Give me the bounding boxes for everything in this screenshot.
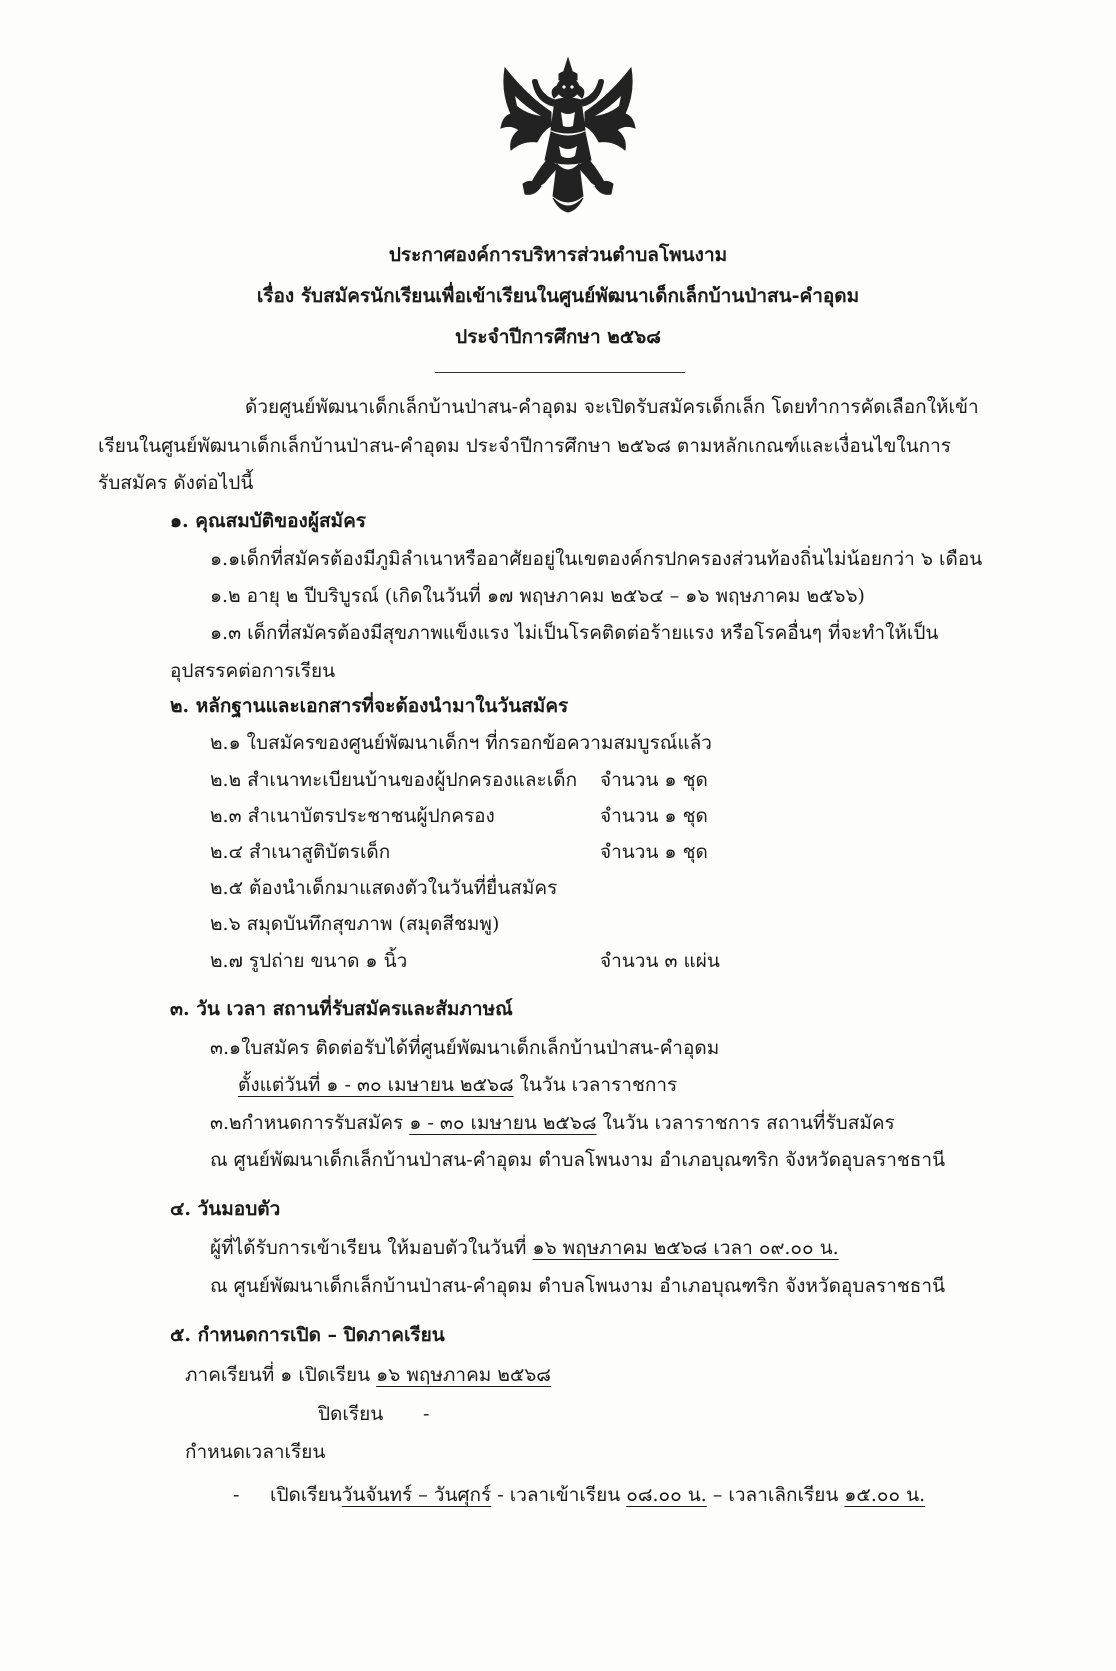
section2-item-label: ๒.๒ สำเนาทะเบียนบ้านของผู้ปกครองและเด็ก xyxy=(210,769,578,791)
section2-item-label: ๒.๗ รูปถ่าย ขนาด ๑ นิ้ว xyxy=(210,950,408,972)
title-line-1: ประกาศองค์การบริหารส่วนตำบลโพนงาม xyxy=(388,244,728,266)
section2-item-amount: จำนวน ๓ แผ่น xyxy=(600,950,720,972)
section1-item3-line1: ๑.๓ เด็กที่สมัครต้องมีสุขภาพแข็งแรง ไม่เป็นโรคติดต่อร้ายแรง หรือโรคอื่นๆ ที่จะทำให้เป็น xyxy=(210,622,939,644)
section2-item-amount: จำนวน ๑ ชุด xyxy=(600,805,708,827)
section2-item-amount: จำนวน ๑ ชุด xyxy=(600,769,708,791)
title-line-3: ประจำปีการศึกษา ๒๕๖๘ xyxy=(455,326,661,348)
intro-line-1: ด้วยศูนย์พัฒนาเด็กเล็กบ้านป่าสน-คำอุดม จะเปิดรับสมัครเด็กเล็ก โดยทำการคัดเลือกให้เข้า xyxy=(245,396,979,418)
section2-item-label: ๒.๖ สมุดบันทึกสุขภาพ (สมุดสีชมพู) xyxy=(210,913,500,935)
section5-heading: ๕. กำหนดการเปิด – ปิดภาคเรียน xyxy=(170,1324,445,1346)
section5-end-time: ๑๕.๐๐ น. xyxy=(844,1484,926,1506)
section4-line2: ณ ศูนย์พัฒนาเด็กเล็กบ้านป่าสน-คำอุดม ตำบลโพนงาม อำเภอบุณฑริก จังหวัดอุบลราชธานี xyxy=(210,1275,946,1297)
garuda-emblem-icon xyxy=(497,56,639,216)
section4-line1-date: ๑๖ พฤษภาคม ๒๕๖๘ เวลา ๐๙.๐๐ น. xyxy=(532,1237,839,1259)
section1-item2: ๑.๒ อายุ ๒ ปีบริบูรณ์ (เกิดในวันที่ ๑๗ พฤษภาคม ๒๕๖๔ – ๑๖ พฤษภาคม ๒๕๖๖) xyxy=(210,585,865,607)
section1-item3-line2: อุปสรรคต่อการเรียน xyxy=(170,660,336,682)
section5-start-label: - เวลาเข้าเรียน xyxy=(497,1484,621,1506)
section3-item1-line1: ๓.๑ใบสมัคร ติดต่อรับได้ที่ศูนย์พัฒนาเด็กเล็กบ้านป่าสน-คำอุดม xyxy=(210,1037,720,1059)
section3-heading: ๓. วัน เวลา สถานที่รับสมัครและสัมภาษณ์ xyxy=(170,998,513,1020)
section1-item1: ๑.๑เด็กที่สมัครต้องมีภูมิลำเนาหรืออาศัยอยู่ในเขตองค์กรปกครองส่วนท้องถิ่นไม่น้อยกว่า ๖ เดือน xyxy=(210,548,983,570)
section2-item-label: ๒.๑ ใบสมัครของศูนย์พัฒนาเด็กฯ ที่กรอกข้อความสมบูรณ์แล้ว xyxy=(210,732,712,754)
section3-item2-date: ๑ - ๓๐ เมษายน ๒๕๖๘ xyxy=(409,1112,597,1134)
section4-line1-prefix: ผู้ที่ได้รับการเข้าเรียน ให้มอบตัวในวันที่ xyxy=(210,1237,527,1259)
section5-schedule-label: กำหนดเวลาเรียน xyxy=(185,1441,326,1463)
intro-line-2: เรียนในศูนย์พัฒนาเด็กเล็กบ้านป่าสน-คำอุดม ประจำปีการศึกษา ๒๕๖๘ ตามหลักเกณฑ์และเงื่อนไขในการ xyxy=(98,435,951,457)
title-line-2: เรื่อง รับสมัครนักเรียนเพื่อเข้าเรียนในศูนย์พัฒนาเด็กเล็กบ้านป่าสน-คำอุดม xyxy=(256,285,860,307)
section3-item1-date: ตั้งแต่วันที่ ๑ - ๓๐ เมษายน ๒๕๖๘ xyxy=(238,1074,514,1096)
section2-item-label: ๒.๕ ต้องนำเด็กมาแสดงตัวในวันที่ยื่นสมัคร xyxy=(210,877,558,899)
section5-term-close-value: - xyxy=(423,1403,430,1425)
section2-item-label: ๒.๔ สำเนาสูติบัตรเด็ก xyxy=(210,841,391,863)
section5-term-prefix: ภาคเรียนที่ ๑ เปิดเรียน xyxy=(185,1364,371,1386)
section5-term-line xyxy=(185,1362,551,1388)
section5-term-close-label: ปิดเรียน xyxy=(318,1403,384,1425)
section2-item-amount: จำนวน ๑ ชุด xyxy=(600,841,708,863)
section5-start-time: ๐๘.๐๐ น. xyxy=(626,1484,707,1506)
section5-end-label: – เวลาเลิกเรียน xyxy=(712,1484,839,1506)
section3-item2-prefix: ๓.๒กำหนดการรับสมัคร xyxy=(210,1112,404,1134)
section3-item2-line1 xyxy=(210,1110,895,1136)
section1-heading: ๑. คุณสมบัติของผู้สมัคร xyxy=(170,510,366,532)
section3-item1-line2 xyxy=(238,1072,677,1098)
section5-open-prefix: เปิดเรียน xyxy=(270,1484,342,1506)
section2-heading: ๒. หลักฐานและเอกสารที่จะต้องนำมาในวันสมัคร xyxy=(170,695,569,717)
section5-term-open: ๑๖ พฤษภาคม ๒๕๖๘ xyxy=(376,1364,551,1386)
section5-schedule-line xyxy=(270,1482,925,1508)
section3-item2-place: ณ ศูนย์พัฒนาเด็กเล็กบ้านป่าสน-คำอุดม ตำบลโพนงาม อำเภอบุณฑริก จังหวัดอุบลราชธานี xyxy=(210,1149,946,1171)
section3-item1-tail: ในวัน เวลาราชการ xyxy=(519,1074,678,1096)
section2-item-label: ๒.๓ สำเนาบัตรประชาชนผู้ปกครอง xyxy=(210,805,495,827)
intro-line-3: รับสมัคร ดังต่อไปนี้ xyxy=(98,472,254,494)
section5-bullet: - xyxy=(233,1484,240,1506)
section3-item2-tail: ในวัน เวลาราชการ สถานที่รับสมัคร xyxy=(602,1112,895,1134)
section5-open-days: วันจันทร์ – วันศุกร์ xyxy=(341,1484,492,1506)
section4-heading: ๔. วันมอบตัว xyxy=(170,1198,281,1220)
section4-line1 xyxy=(210,1235,839,1261)
title-divider xyxy=(435,372,685,373)
